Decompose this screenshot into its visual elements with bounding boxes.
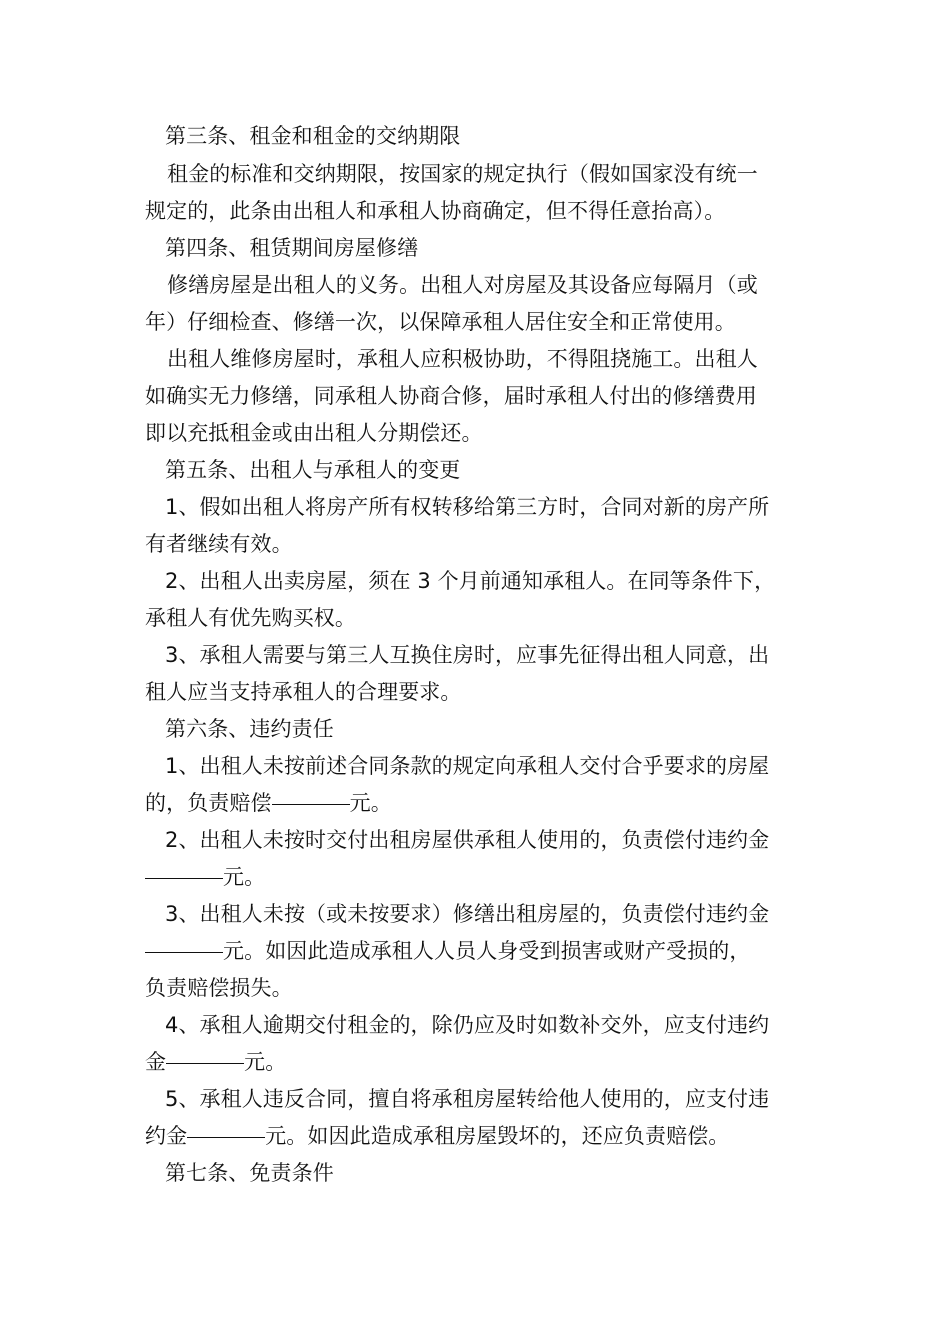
clause-line: 租人应当支持承租人的合理要求。	[145, 680, 462, 704]
paragraph-line: 即以充抵租金或由出租人分期偿还。	[145, 421, 483, 445]
paragraph-line: 修缮房屋是出租人的义务。出租人对房屋及其设备应每隔月（或	[167, 273, 758, 297]
paragraph-line: 出租人维修房屋时，承租人应积极协助，不得阻挠施工。出租人	[167, 347, 758, 371]
amount-blank	[145, 878, 223, 879]
amount-blank	[272, 804, 350, 805]
clause-line: 有者继续有效。	[145, 532, 293, 556]
amount-blank	[166, 1063, 244, 1064]
paragraph-line: 年）仔细检查、修缮一次，以保障承租人居住安全和正常使用。	[145, 310, 736, 334]
clause-line: 3、承租人需要与第三人互换住房时，应事先征得出租人同意，出	[165, 643, 770, 667]
article-6-heading: 第六条、违约责任	[165, 717, 334, 741]
article-5-heading: 第五条、出租人与承租人的变更	[165, 458, 461, 482]
clause-line: 5、承租人违反合同，擅自将承租房屋转给他人使用的，应支付违	[165, 1087, 770, 1111]
paragraph-line: 规定的，此条由出租人和承租人协商确定，但不得任意抬高）。	[145, 199, 726, 223]
clause-line: 负责赔偿损失。	[145, 976, 293, 1000]
clause-line: 的，负责赔偿 元。	[145, 791, 392, 815]
amount-blank	[145, 952, 223, 953]
clause-line: 元。如因此造成承租人人员人身受到损害或财产受损的，	[145, 936, 950, 966]
paragraph-line: 如确实无力修缮，同承租人协商合修，届时承租人付出的修缮费用	[145, 384, 757, 408]
clause-line: 金 元。	[145, 1050, 287, 1074]
clause-line: 2、出租人未按时交付出租房屋供承租人使用的，负责偿付违约金	[165, 828, 770, 852]
clause-line: 承租人有优先购买权。	[145, 606, 356, 630]
clause-line: 1、出租人未按前述合同条款的规定向承租人交付合乎要求的房屋	[165, 754, 770, 778]
clause-line: 约金 元。如因此造成承租房屋毁坏的，还应负责赔偿。	[145, 1124, 730, 1148]
clause-line: 1、假如出租人将房产所有权转移给第三方时，合同对新的房产所	[165, 495, 770, 519]
clause-line: 4、承租人逾期交付租金的，除仍应及时如数补交外，应支付违约	[165, 1013, 770, 1037]
amount-blank	[187, 1137, 265, 1138]
clause-line: 元。	[145, 862, 950, 892]
article-4-heading: 第四条、租赁期间房屋修缮	[165, 236, 419, 260]
clause-line: 2、出租人出卖房屋，须在 3 个月前通知承租人。在同等条件下，	[165, 569, 776, 593]
article-7-heading: 第七条、免责条件	[165, 1161, 334, 1185]
clause-line: 3、出租人未按（或未按要求）修缮出租房屋的，负责偿付违约金	[165, 902, 770, 926]
article-3-heading: 第三条、租金和租金的交纳期限	[165, 124, 461, 148]
paragraph-line: 租金的标准和交纳期限，按国家的规定执行（假如国家没有统一	[167, 162, 758, 186]
